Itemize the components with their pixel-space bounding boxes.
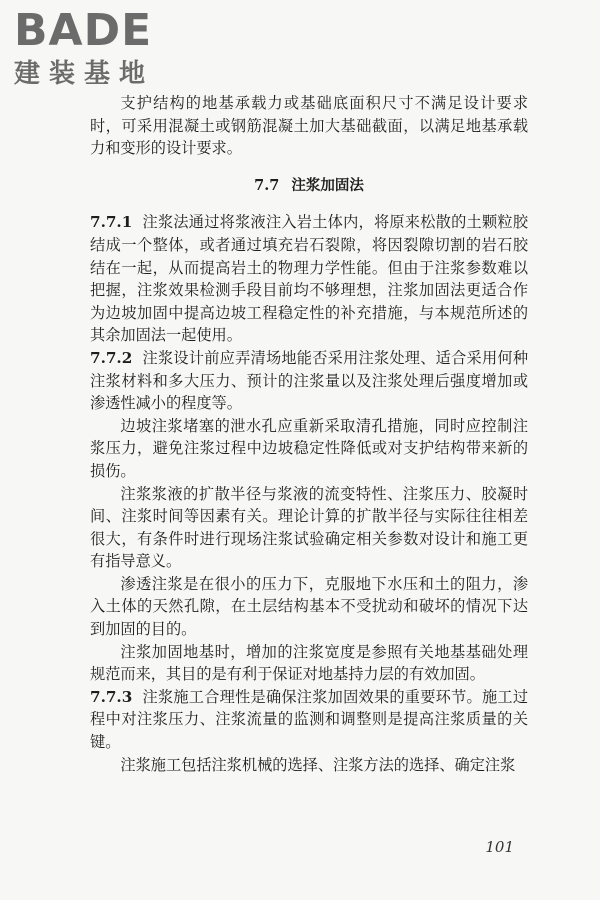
clause-7-7-3 <box>90 686 528 754</box>
paragraph: 注浆浆液的扩散半径与浆液的流变特性、注浆压力、胶凝时间、注浆时间等因素有关。理论计算的扩散半径与实际往往相差很大，有条件时进行现场注浆试验确定相关参数对设计和施工更有指导意义。 <box>90 484 528 571</box>
clause-7-7-2 <box>90 347 528 415</box>
paragraph: 渗透注浆是在很小的压力下，克服地下水压和土的阻力，渗入土体的天然孔隙，在土层结构基本不受扰动和破坏的情况下达到加固的目的。 <box>90 574 528 639</box>
paragraph: 支护结构的地基承载力或基础底面积尺寸不满足设计要求时，可采用混凝土或钢筋混凝土加大基础截面，以满足地基承载力和变形的设计要求。 <box>90 94 528 158</box>
clause-number: 7.7.3 <box>90 687 133 706</box>
page-number: 101 <box>485 838 514 856</box>
clause-number: 7.7.2 <box>90 348 133 367</box>
clause-7-7-1 <box>90 211 528 347</box>
clause-number: 7.7.1 <box>90 213 133 232</box>
section-number: 7.7 <box>254 176 280 194</box>
section-title: 注浆加固法 <box>291 176 364 194</box>
logo-brand: BADE <box>14 5 153 56</box>
page-body <box>90 92 528 776</box>
bade-logo <box>14 6 184 94</box>
paragraph: 边坡注浆堵塞的泄水孔应重新采取清孔措施，同时应控制注浆压力，避免注浆过程中边坡稳定性降低或对支护结构带来新的损伤。 <box>90 416 528 480</box>
clause-text: 注浆法通过将浆液注入岩土体内，将原来松散的土颗粒胶结成一个整体，或者通过填充岩石裂隙，将因裂隙切割的岩石胶结在一起，从而提高岩土的物理力学性能。但由于注浆参数难以把握，注浆效果检测手段目前均不够理想，注浆加固法更适合作为边坡加固中提高边坡工程稳定性的补充措施，与本规范所述的其余加固法一起使用。 <box>90 213 528 345</box>
clause-text: 注浆施工合理性是确保注浆加固效果的重要环节。施工过程中对注浆压力、注浆流量的监测和调整则是提高注浆质量的关键。 <box>90 687 528 752</box>
clause-text: 注浆设计前应弄清场地能否采用注浆处理、适合采用何种注浆材料和多大压力、预计的注浆量以及注浆处理后强度增加或渗透性减小的程度等。 <box>90 348 528 413</box>
section-heading <box>90 175 528 198</box>
paragraph: 注浆施工包括注浆机械的选择、注浆方法的选择、确定注浆 <box>120 755 516 774</box>
logo-subtitle: 建装基地 <box>14 59 155 89</box>
paragraph: 注浆加固地基时，增加的注浆宽度是参照有关地基基础处理规范而来，其目的是有利于保证对地基持力层的有效加固。 <box>90 642 528 684</box>
